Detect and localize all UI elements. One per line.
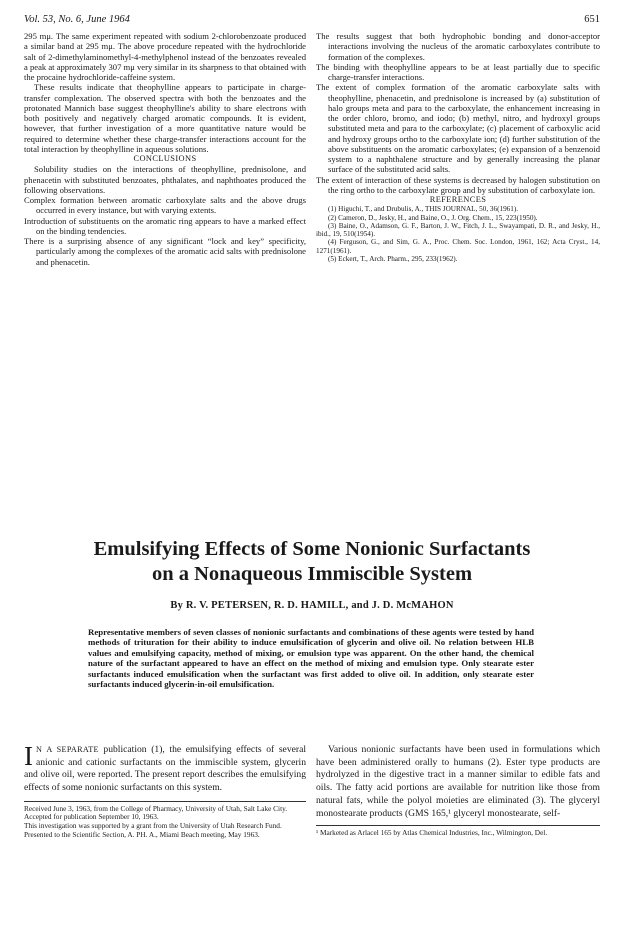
right-column: [316, 31, 600, 263]
conclusions-intro: Solubility studies on the interactions of theophylline, prednisolone, and phenacetin with substituted benzoates, phthalates, and naphthoates produced the following observations.: [24, 164, 306, 195]
left-column: [24, 31, 306, 267]
accepted-note: Accepted for publication September 10, 1963.: [24, 812, 159, 822]
conclusion-item: Complex formation between aromatic carboxylate salts and the above drugs occurred in every instance, but with varying extents.: [24, 195, 306, 216]
conclusions-heading: CONCLUSIONS: [133, 154, 197, 163]
received-notes: [24, 801, 306, 839]
funding-note: This investigation was supported by a grant from the University of Utah Research Fund.: [24, 821, 282, 830]
article-title: [24, 537, 600, 587]
journal-info: Vol. 53, No. 6, June 1964: [24, 14, 130, 25]
footnote-text: ¹ Marketed as Arlacel 165 by Atlas Chemical Industries, Inc., Wilmington, Del.: [316, 828, 548, 838]
conclusion-item: The extent of complex formation of the aromatic carboxylate salts with theophylline, phenacetin, and prednisolone is increased by (a) substitution of halo groups meta and para to the carboxylate, the enhancement increasing in the order chloro, bromo, and iodo; (b) methyl, nitro, and hydroxyl groups substituted meta and para to the carboxylate; (c) placement of carboxylic acid and hydroxy groups ortho to the carboxylate ion; (d) further substitution of the above substituents on the aromatic carboxylates; (e) expansion of a benzenoid system to a naphthalene structure and by generally increasing the planar surface of the substituted acid salts.: [316, 82, 600, 175]
abstract: Representative members of seven classes of nonionic surfactants and combinations of these agents were tested by hand methods of trituration for their ability to induce emulsification of glycerin and olive oil. No relation between HLB values and emulsifying capacity, method of mixing, or emulsion type was apparent. On the other hand, the chemical nature of the surfactant appeared to have an effect on the method of mixing and emulsion type. Only stearate ester surfactants induced emulsification when the surfactant was first added to olive oil. In addition, only stearate ester surfactants induced glycerin-in-oil emulsification.: [88, 627, 534, 690]
received-note: Received June 3, 1963, from the College of Pharmacy, University of Utah, Salt Lake City.: [24, 803, 288, 813]
continued-paragraph: 295 mμ. The same experiment repeated with sodium 2-chlorobenzoate produced a similar band at 295 mμ. The above procedure repeated with the hydrochloride salt of 2-dimethylaminomethyl-4-methylphenol instead of the benzoates revealed a peak at approximately 307 mμ very similar in its sharpness to that obtained with the procaine hydrochloride-caffeine system.: [24, 31, 306, 82]
conclusion-item: The results suggest that both hydrophobic bonding and donor-acceptor interactions involving the nucleus of the aromatic carboxylates contribute to formation of the complexes.: [316, 31, 600, 62]
footnote: [316, 825, 600, 838]
intro-text: publication (1), the emulsifying effects of several anionic and cationic surfactants on the immiscible system, glycerin and olive oil, were reported. The present report describes the emulsifying effects of some nonionic surfactants on this system.: [24, 744, 306, 794]
reference-item: (5) Eckert, T., Arch. Pharm., 295, 233(1962).: [328, 255, 458, 264]
intro-paragraph: [24, 741, 306, 795]
reference-item: (2) Cameron, D., Jesky, H., and Baine, O., J. Org. Chem., 15, 223(1950).: [328, 213, 538, 222]
body-paragraph: Various nonionic surfactants have been used in formulations which have been administered orally to humans (2). Ester type products are hydrolyzed in the digestive tract in a manner similar to edible fats and oils. The fatty acid portions are available for nutrition like those from natural fats, while the polyol moieties are eliminated (3). The glyceryl monostearate products (GMS 165,¹ glyceryl monostearate, self-: [316, 744, 600, 819]
conclusion-item: There is a surprising absence of any significant “lock and key” specificity, particularly among the complexes of the aromatic acid salts with prednisolone and phenacetin.: [24, 236, 306, 267]
drop-cap: I: [24, 741, 33, 771]
intro-column-left: [24, 741, 306, 839]
title-line: on a Nonaqueous Immiscible System: [151, 563, 473, 585]
references-heading: REFERENCES: [429, 195, 487, 204]
discussion-paragraph: These results indicate that theophylline appears to participate in charge-transfer complexation. The observed spectra with both the benzoates and the protonated Mannich base suggest theophylline's ability to share electrons with both positively and negatively charged aromatic compounds. It is evident, however, that further investigation of a more quantitative nature would be required to determine whether these charge-transfer interactions account for the total interaction by theophylline in aqueous solutions.: [24, 82, 306, 154]
intro-small-caps: N A SEPARATE: [36, 745, 99, 754]
reference-item: (4) Ferguson, G., and Sim, G. A., Proc. Chem. Soc. London, 1961, 162; Acta Cryst., 14, 1271(1961).: [316, 238, 600, 255]
conclusion-item: Introduction of substituents on the aromatic ring appears to have a marked effect on the binding tendencies.: [24, 215, 306, 236]
intro-column-right: [316, 744, 600, 838]
reference-item: (3) Baine, O., Adamson, G. F., Barton, J. W., Fitch, J. L., Swayampati, D. R., and Jesky, H., ibid., 19, 510(1954).: [316, 221, 600, 239]
presented-note: Presented to the Scientific Section, A. PH. A., Miami Beach meeting, May 1963.: [24, 829, 260, 839]
author-byline: By R. V. PETERSEN, R. D. HAMILL, and J. D. McMAHON: [170, 600, 454, 611]
conclusion-item: The binding with theophylline appears to be at least partially due to specific charge-transfer interactions.: [316, 61, 600, 82]
title-line: Emulsifying Effects of Some Nonionic Surfactants: [93, 538, 531, 560]
running-header: [24, 14, 600, 28]
page-number: 651: [584, 14, 600, 25]
reference-list: [316, 205, 600, 263]
conclusion-item: The extent of interaction of these systems is decreased by halogen substitution on the ring ortho to the carboxylate group and by substitution of carboxylate ion.: [316, 174, 600, 195]
reference-item: (1) Higuchi, T., and Drubulis, A., THIS JOURNAL, 50, 36(1961).: [328, 205, 519, 214]
